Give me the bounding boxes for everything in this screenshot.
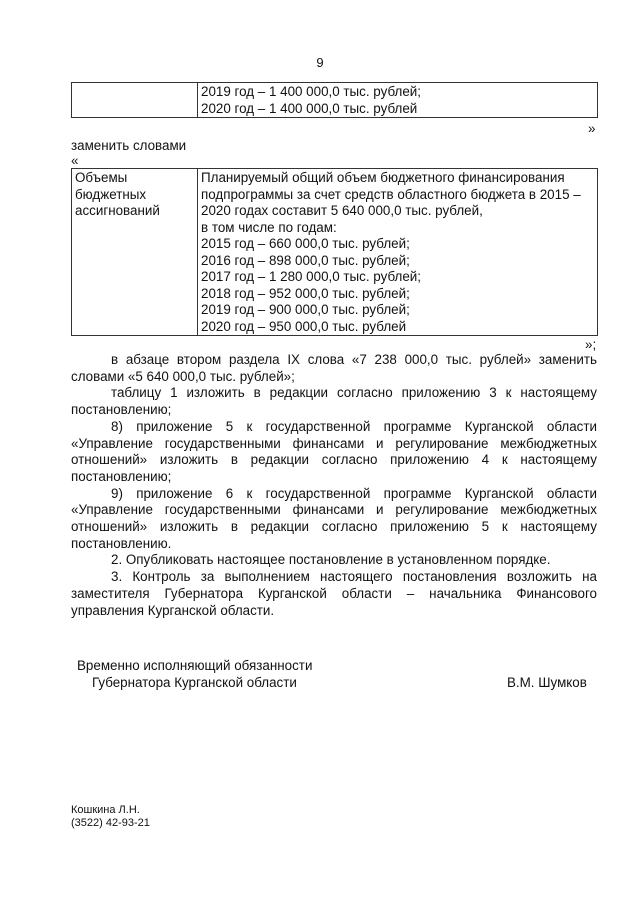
signature-title-line2: Губернатора Курганской области bbox=[92, 675, 297, 690]
table-cell-values bbox=[198, 83, 598, 118]
close-quote: » bbox=[588, 121, 596, 136]
label-line: ассигнований bbox=[75, 203, 160, 218]
paragraph: в абзаце втором раздела IX слова «7 238 000,0 тыс. рублей» заменить словами «5 640 000,0 тыс. рублей»; bbox=[71, 352, 597, 384]
replace-with-text: заменить словами bbox=[71, 138, 187, 153]
table-line: подпрограммы за счет средств областного бюджета в 2015 – bbox=[201, 186, 581, 202]
table-row bbox=[72, 169, 598, 336]
table-cell-label bbox=[72, 169, 198, 336]
table-line: 2018 год – 952 000,0 тыс. рублей; bbox=[201, 285, 410, 301]
table-cell-label bbox=[72, 83, 198, 118]
table-line: 2017 год – 1 280 000,0 тыс. рублей; bbox=[201, 269, 421, 284]
table-line: 2019 год – 900 000,0 тыс. рублей; bbox=[201, 302, 410, 317]
paragraph: 9) приложение 6 к государственной программе Курганской области «Управление государственными финансами и регулирование межбюджетных отношений» изложить в редакции согласно приложению 5 к настоящему постановлению. bbox=[71, 485, 597, 551]
signature-title-line1: Временно исполняющий обязанности bbox=[77, 658, 313, 673]
close-quote: »; bbox=[585, 337, 597, 352]
table-line: в том числе по годам: bbox=[201, 219, 337, 235]
table-line: 2015 год – 660 000,0 тыс. рублей; bbox=[201, 236, 410, 251]
open-quote: « bbox=[71, 153, 79, 168]
paragraph: 8) приложение 5 к государственной программе Курганской области «Управление государственными финансами и регулирование межбюджетных отношений» изложить в редакции согласно приложению 4 к настоящему постановлению; bbox=[71, 418, 597, 484]
paragraph: 3. Контроль за выполнением настоящего постановления возложить на заместителя Губернатора Курганской области – начальника Финансового управления Курганской области. bbox=[71, 569, 597, 618]
table-line: 2020 год – 1 400 000,0 тыс. рублей bbox=[201, 100, 418, 116]
body-text bbox=[71, 352, 597, 619]
table-cell-values bbox=[198, 169, 598, 336]
new-budget-table bbox=[71, 168, 598, 336]
old-budget-table bbox=[71, 82, 598, 118]
signatory-name: В.М. Шумков bbox=[507, 675, 587, 690]
table-line: 2020 годах составит 5 640 000,0 тыс. рублей, bbox=[201, 203, 483, 218]
table-line: 2016 год – 898 000,0 тыс. рублей; bbox=[201, 252, 410, 268]
label-line: бюджетных bbox=[75, 186, 147, 202]
table-line: 2019 год – 1 400 000,0 тыс. рублей; bbox=[201, 84, 421, 99]
table-line: Планируемый общий объем бюджетного финансирования bbox=[201, 170, 565, 185]
executor-name: Кошкина Л.Н. bbox=[71, 804, 140, 816]
page-number: 9 bbox=[316, 55, 324, 70]
label-line: Объемы bbox=[75, 170, 128, 185]
paragraph: 2. Опубликовать настоящее постановление в установленном порядке. bbox=[111, 552, 551, 568]
table-row bbox=[72, 83, 598, 118]
executor-phone: (3522) 42-93-21 bbox=[71, 817, 150, 829]
paragraph: таблицу 1 изложить в редакции согласно приложению 3 к настоящему постановлению; bbox=[71, 385, 597, 418]
table-line: 2020 год – 950 000,0 тыс. рублей bbox=[201, 318, 407, 334]
